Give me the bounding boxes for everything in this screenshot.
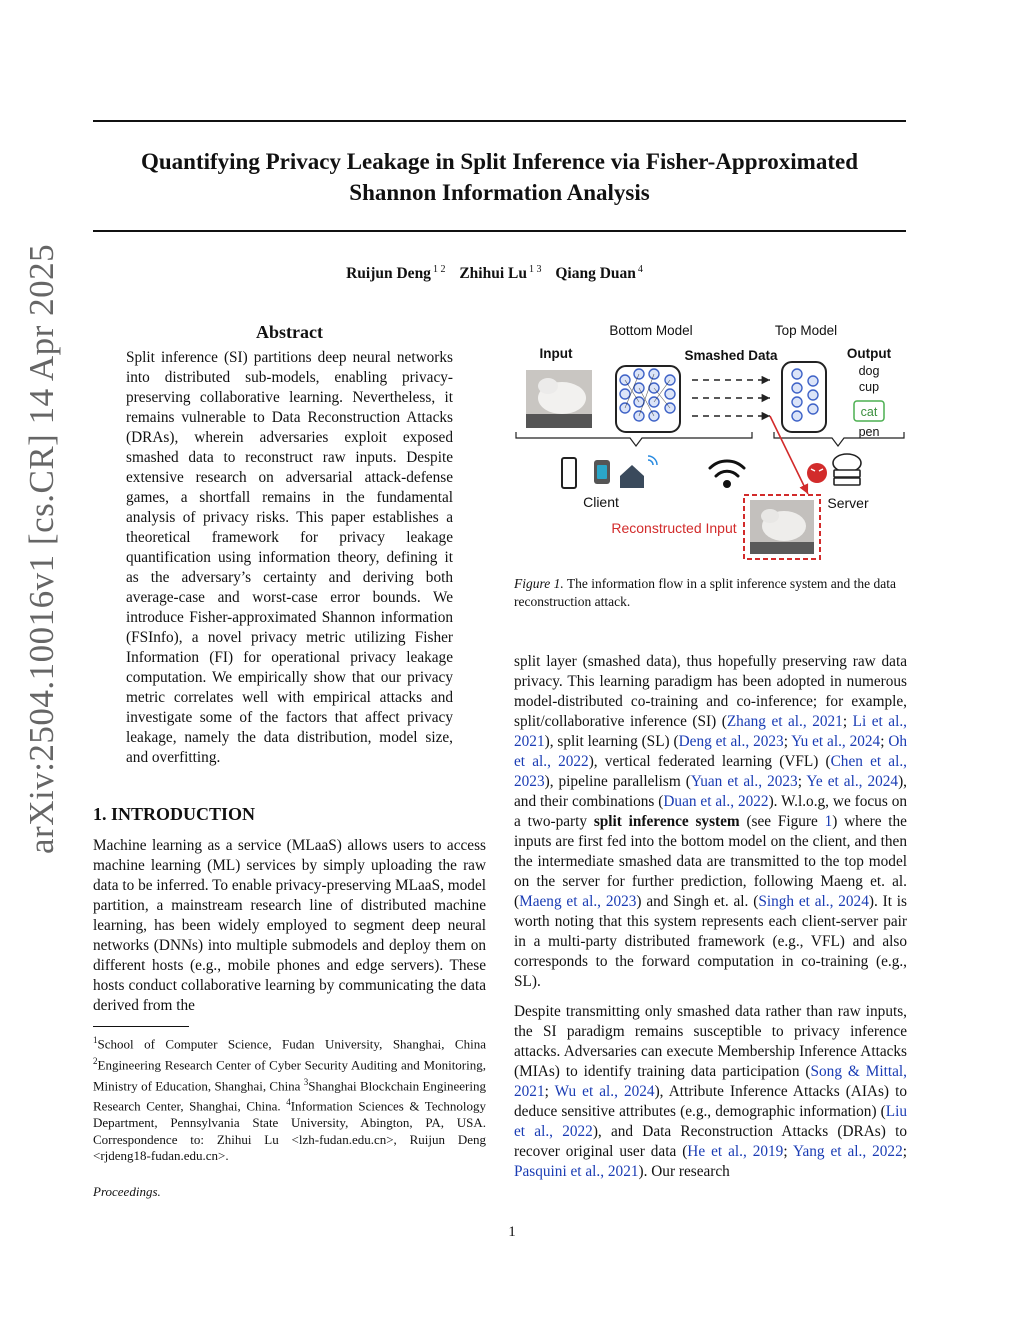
footnote-mark: 2 xyxy=(93,1055,98,1066)
input-label: Input xyxy=(539,346,573,361)
smartwatch-icon xyxy=(594,460,610,484)
footnote xyxy=(93,1032,486,1165)
title-line-1: Quantifying Privacy Leakage in Split Inference via Fisher-Approximated xyxy=(140,149,859,174)
abstract-text: Split inference (SI) partitions deep neural networks into distributed sub-models, enabling privacy-preserving collaborative learning. Nevertheless, it remains vulnerable to Data Reconstruction Attacks (DRAs), wherein adversaries exploit exposed smashed data to reconstruct raw inputs. Despite extensive research on adversarial attack-defense games, a shortfall remains in the fundamental analysis of privacy risks. This paper establishes a theoretical framework for privacy leakage quantification using information theory, defining it as the adversary’s certainty and deriving both average-case and worst-case error bounds. We introduce Fisher-approximated Shannon information (FSInfo), a novel privacy metric utilizing Fisher Information (FI) for operational privacy leakage computation. We empirically show that our privacy metric correlates well with empirical attacks and investigate some of the factors that affect privacy leakage, namely the data distribution, model size, and overfitting. xyxy=(126,349,453,766)
citation-link[interactable]: Song & Mittal, 2021 xyxy=(514,1063,907,1100)
bottom-title-rule xyxy=(93,230,906,232)
footnote-text: School of Computer Science, Fudan University, Shanghai, China xyxy=(97,1036,486,1052)
top-model-label: Top Model xyxy=(774,323,838,338)
right-column xyxy=(514,652,907,1182)
abstract-heading: Abstract xyxy=(256,322,323,342)
bottom-model-label: Bottom Model xyxy=(609,323,693,338)
citation-link[interactable]: Li et al., 2021 xyxy=(514,713,907,750)
citation-link[interactable]: He et al., 2019 xyxy=(687,1143,784,1160)
smart-home-icon xyxy=(620,456,657,488)
client-label: Client xyxy=(583,494,619,510)
footnote-text: Shanghai Blockchain Engineering Research Center, Shanghai, China. xyxy=(93,1077,486,1114)
citation-link[interactable]: Deng et al., 2023 xyxy=(678,733,784,750)
citation-link[interactable]: Ye et al., 2024 xyxy=(806,773,899,790)
citation-link[interactable]: Singh et al., 2024 xyxy=(758,893,869,910)
cloud-server-icon xyxy=(833,454,861,485)
split-inference-figure xyxy=(512,318,912,568)
citation-link[interactable]: Yuan et al., 2023 xyxy=(690,773,798,790)
citation-link[interactable]: Yang et al., 2022 xyxy=(792,1143,903,1160)
citation-link[interactable]: Oh et al., 2022 xyxy=(514,733,908,770)
output-class-dog: dog xyxy=(858,364,880,378)
citation-link[interactable]: Wu et al., 2024 xyxy=(554,1083,655,1100)
output-class-pen: pen xyxy=(858,425,880,439)
client-brace xyxy=(516,432,752,446)
output-label: Output xyxy=(846,346,892,361)
author-name: Ruijun Deng xyxy=(346,265,431,283)
phone-icon xyxy=(562,458,576,488)
figure-reference-link[interactable]: 1 xyxy=(824,813,833,830)
paper-title xyxy=(93,146,906,208)
abstract-section xyxy=(126,322,453,768)
intro-paragraph: Machine learning as a service (MLaaS) allows users to access machine learning (ML) services by simply uploading the raw data to be inferred. To enable privacy-preserving MLaaS, model partition, a mainstream research line of distributed machine learning, has been widely employed to segment deep neural networks (DNNs) into multiple submodels and deploy them on different hosts (e.g., mobile phones and edge servers). These hosts conduct collaborative learning by communicating the data derived from the xyxy=(93,837,486,1014)
arxiv-identifier: arXiv:2504.10016v1 [cs.CR] 14 Apr 2025 xyxy=(22,243,61,854)
figure-caption-text: The information flow in a split inference system and the data reconstruction attack. xyxy=(514,576,897,609)
citation-link[interactable]: Pasquini et al., 2021 xyxy=(514,1163,639,1180)
author-affiliation: 1 2 xyxy=(432,264,446,275)
output-class-cat: cat xyxy=(860,405,878,419)
attack-arrow xyxy=(770,416,808,494)
citation-link[interactable]: Duan et al., 2022 xyxy=(663,793,769,810)
server-brace xyxy=(774,432,904,446)
author-list xyxy=(93,264,906,283)
author-name: Qiang Duan xyxy=(555,265,636,283)
footnote-rule xyxy=(93,1026,189,1027)
introduction-section xyxy=(93,804,486,1016)
smashed-data-label: Smashed Data xyxy=(684,348,778,363)
footnote-mark: 1 xyxy=(93,1035,98,1045)
figure-caption-label: Figure 1. xyxy=(514,576,564,591)
smashed-data-arrows xyxy=(692,380,770,416)
proceedings-label: Proceedings. xyxy=(93,1184,161,1199)
input-image xyxy=(526,370,592,428)
output-class-cup: cup xyxy=(858,380,880,394)
section-heading: 1. INTRODUCTION xyxy=(93,804,256,824)
footnote-mark: 4 xyxy=(286,1097,291,1108)
top-model-box xyxy=(782,362,826,432)
page-number: 1 xyxy=(508,1224,516,1240)
top-model-nodes xyxy=(792,369,818,421)
citation-link[interactable]: Chen et al., 2023 xyxy=(514,753,907,790)
body-paragraph: Despite transmitting only smashed data rather than raw inputs, the SI paradigm remains susceptible to privacy inference attacks. Adversaries can execute Membership Inference Attacks (MIAs) to identify training data participation (Song & Mittal, 2021; Wu et al., 2024), Attribute Inference Attacks (AIAs) to deduce sensitive attributes (e.g., demographic information) (Liu et al., 2022), and Data Reconstruction Attacks (DRAs) to recover original user data (He et al., 2019; Yang et al., 2022; Pasquini et al., 2021). Our research xyxy=(514,1003,907,1180)
footnote-text: Information Sciences & Technology Department, Pennsylvania State University, Abington, PA, USA. Correspondence to: Zhihui Lu <lzh-fudan.edu.cn>, Ruijun Deng <rjdeng18-fudan.edu.cn>. xyxy=(93,1098,486,1164)
author-affiliation: 1 3 xyxy=(528,264,542,275)
citation-link[interactable]: Liu et al., 2022 xyxy=(514,1103,907,1140)
author-affiliation: 4 xyxy=(637,264,643,275)
bottom-model-nodes xyxy=(620,369,675,421)
citation-link[interactable]: Yu et al., 2024 xyxy=(791,733,881,750)
citation-link[interactable]: Zhang et al., 2021 xyxy=(726,713,843,730)
body-paragraph: split layer (smashed data), thus hopefully preserving raw data privacy. This learning paradigm has been adopted in numerous model-distributed co-training and co-inference; for example, split/collaborative inference (SI) (Zhang et al., 2021; Li et al., 2021), split learning (SL) (Deng et al., 2023; Yu et al., 2024; Oh et al., 2022), vertical federated learning (VFL) (Chen et al., 2023), pipeline parallelism (Yuan et al., 2023; Ye et al., 2024), and their combinations (Duan et al., 2022). W.l.o.g, we focus on a two-party split inference system (see Figure 1) where the inputs are first fed into the bottom model on the client, and then the intermediate smashed data are transmitted to the top model on the server for further prediction, following Maeng et. al. (Maeng et al., 2023) and Singh et. al. (Singh et al., 2024). It is worth noting that this system represents each client-server pair in a multi-party distributed framework (e.g., VFL) and also corresponds to the forward computation in co-training (e.g., SL). xyxy=(514,653,908,990)
attacker-icon xyxy=(807,463,827,483)
title-line-2: Shannon Information Analysis xyxy=(349,180,650,205)
footnote-text: Engineering Research Center of Cyber Security Auditing and Monitoring, Ministry of Education, Shanghai, China xyxy=(93,1057,486,1093)
figure-caption xyxy=(514,575,907,611)
reconstructed-image xyxy=(750,500,814,554)
top-rule xyxy=(93,120,906,122)
footnote-mark: 3 xyxy=(303,1076,309,1087)
citation-link[interactable]: Maeng et al., 2023 xyxy=(519,893,637,910)
wifi-icon xyxy=(710,461,744,487)
reconstructed-input-label: Reconstructed Input xyxy=(611,520,737,536)
server-label: Server xyxy=(827,495,869,511)
author-name: Zhihui Lu xyxy=(459,265,527,283)
